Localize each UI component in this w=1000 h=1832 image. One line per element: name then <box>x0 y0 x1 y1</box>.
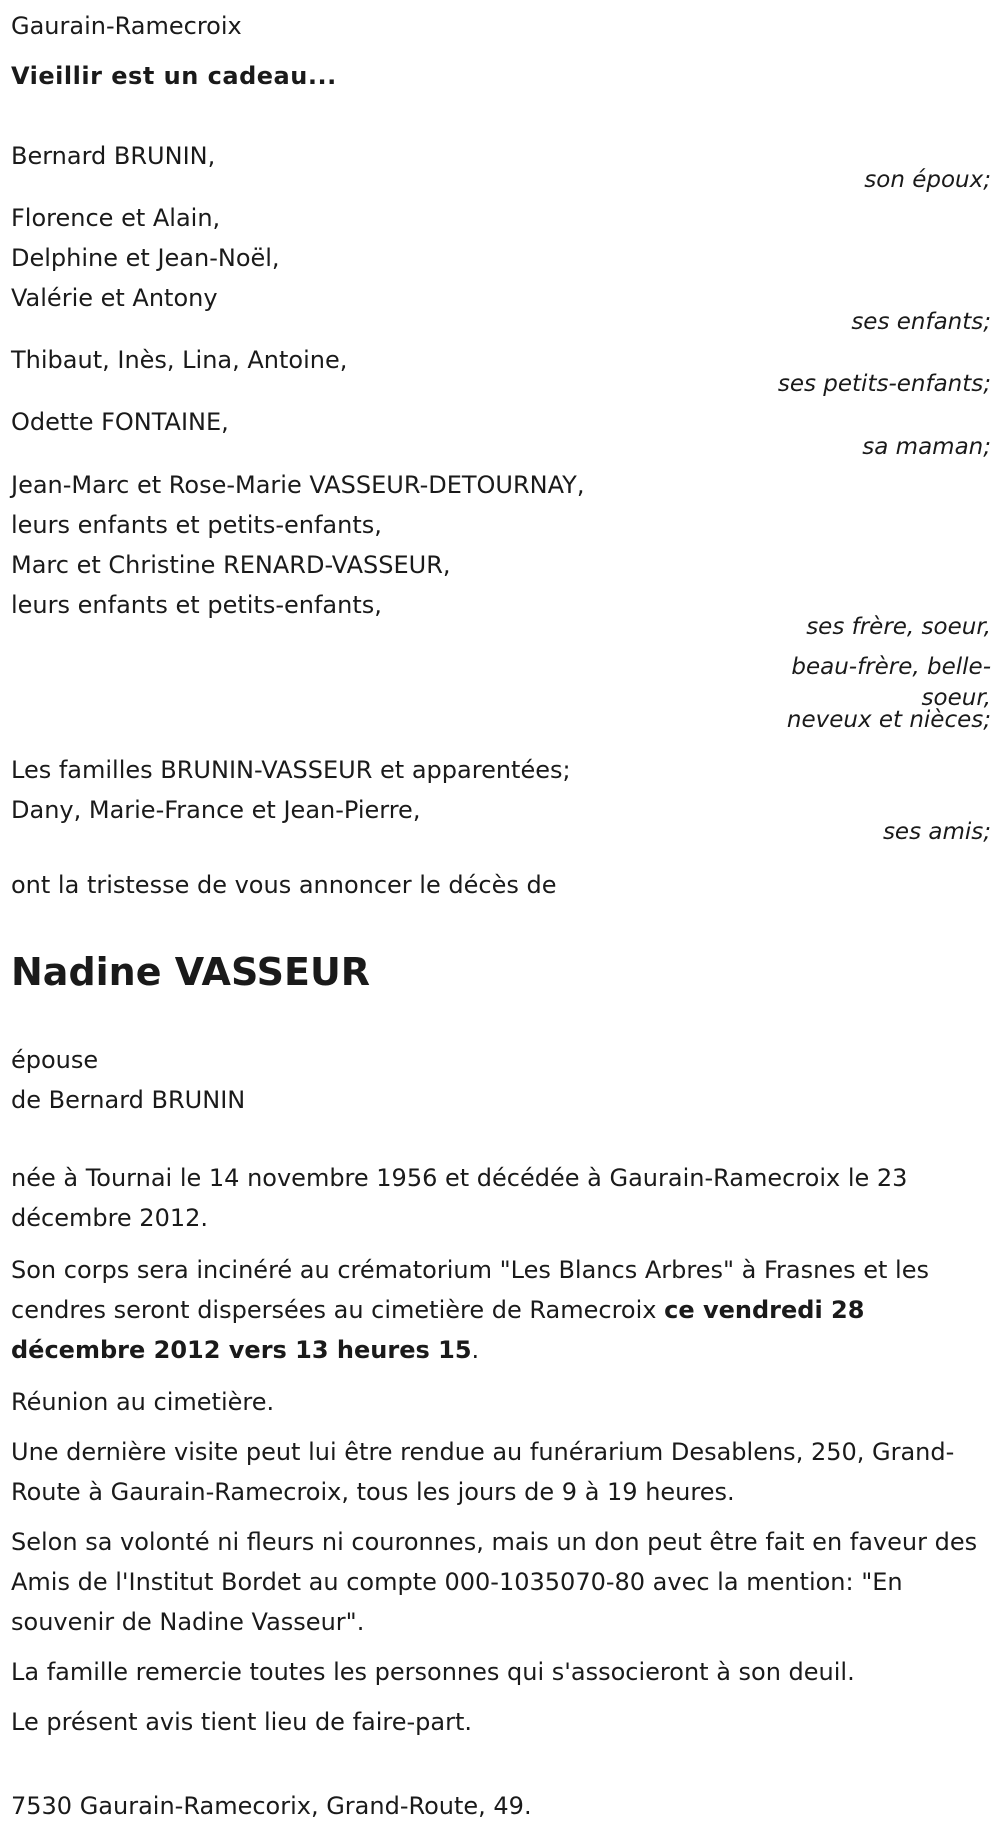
spouse-line: épouse <box>11 1046 99 1074</box>
role-friends: ses amis; <box>882 819 991 845</box>
mourner-mother-names <box>11 402 991 442</box>
mourner-name: leurs enfants et petits-enfants, <box>11 591 382 619</box>
role-line: beau-frère, belle- <box>791 654 991 680</box>
thanks-paragraph: La famille remercie toutes les personnes qui s'associeront à son deuil. <box>11 1658 855 1686</box>
mourner-name: Florence et Alain, <box>11 204 221 232</box>
mourner-name: Valérie et Antony <box>11 284 218 312</box>
ceremony-paragraph <box>11 1250 991 1370</box>
mourner-friends-names <box>11 750 991 830</box>
ceremony-end: . <box>471 1336 480 1364</box>
mourner-children-names <box>11 198 991 318</box>
address-line: 7530 Gaurain-Ramecorix, Grand-Route, 49. <box>11 1792 532 1820</box>
role-children: ses enfants; <box>851 309 991 335</box>
mourner-siblings-names <box>11 465 991 625</box>
mourner-name: Les familles BRUNIN-VASSEUR et apparentées; <box>11 756 571 784</box>
mourner-name: Dany, Marie-France et Jean-Pierre, <box>11 796 421 824</box>
spouse-line: de Bernard BRUNIN <box>11 1086 246 1114</box>
mourner-name: leurs enfants et petits-enfants, <box>11 511 382 539</box>
headline: Vieillir est un cadeau... <box>11 62 337 90</box>
ceremony-text: Son corps sera incinéré au crématorium "Les Blancs Arbres" à Frasnes et les cendres seront dispersées au cimetière de Ramecroix <box>11 1256 929 1324</box>
role-husband: son époux; <box>864 167 991 193</box>
mourner-name: Bernard BRUNIN, <box>11 142 216 170</box>
mourner-husband-names <box>11 136 991 176</box>
birth-death-paragraph: née à Tournai le 14 novembre 1956 et décédée à Gaurain-Ramecroix le 23 décembre 2012. <box>11 1164 908 1232</box>
role-line: soeur, <box>921 685 991 711</box>
role-line: neveux et nièces; <box>786 707 991 733</box>
deceased-name: Nadine VASSEUR <box>11 950 371 994</box>
mourner-name: Odette FONTAINE, <box>11 408 229 436</box>
mourner-name: Delphine et Jean-Noël, <box>11 244 280 272</box>
visit-paragraph: Une dernière visite peut lui être rendue au funérarium Desablens, 250, Grand-Route à Gaurain-Ramecroix, tous les jours de 9 à 19 heures. <box>11 1438 955 1506</box>
reunion-paragraph: Réunion au cimetière. <box>11 1388 275 1416</box>
mourner-name: Marc et Christine RENARD-VASSEUR, <box>11 551 451 579</box>
mourner-name: Jean-Marc et Rose-Marie VASSEUR-DETOURNAY, <box>11 471 585 499</box>
role-siblings <box>787 607 991 731</box>
role-line: ses frère, soeur, <box>806 614 991 640</box>
notice-paragraph: Le présent avis tient lieu de faire-part. <box>11 1708 473 1736</box>
ceremony-date: ce vendredi 28 décembre 2012 vers 13 heures 15 <box>11 1296 865 1364</box>
announcement-text: ont la tristesse de vous annoncer le décès de <box>11 871 557 899</box>
mourner-name: Thibaut, Inès, Lina, Antoine, <box>11 346 348 374</box>
donation-paragraph: Selon sa volonté ni fleurs ni couronnes, mais un don peut être fait en faveur des Amis de l'Institut Bordet au compte 000-1035070-80 avec la mention: "En souvenir de Nadine Vasseur". <box>11 1528 978 1636</box>
city-heading: Gaurain-Ramecroix <box>11 12 242 40</box>
role-grandchildren: ses petits-enfants; <box>777 371 991 397</box>
role-mother: sa maman; <box>862 434 991 460</box>
spouse-info <box>11 1040 991 1120</box>
